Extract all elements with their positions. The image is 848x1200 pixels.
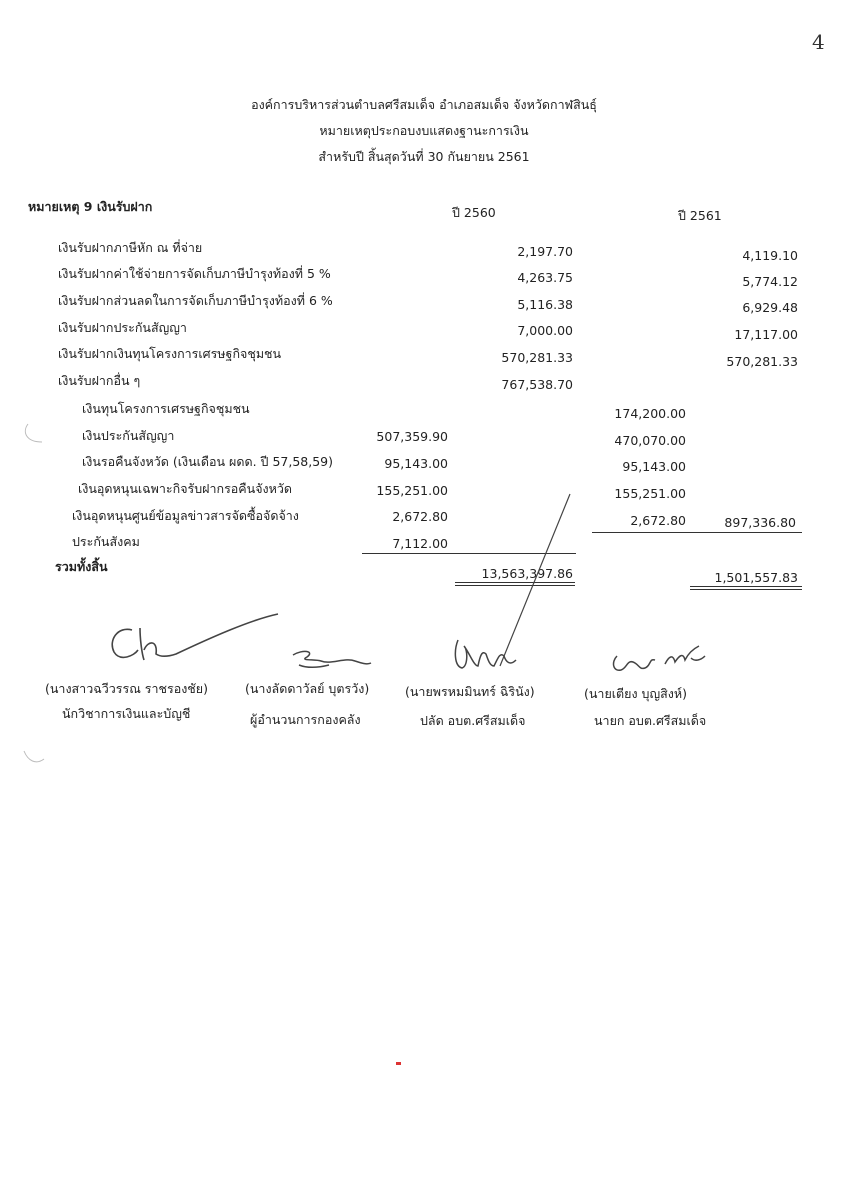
row-value-2560: 767,538.70	[501, 377, 573, 392]
red-mark	[396, 1062, 401, 1065]
row-value-2561: 6,929.48	[742, 300, 798, 315]
row-label: เงินรับฝากภาษีหัก ณ ที่จ่าย	[58, 240, 203, 255]
document-title: หมายเหตุประกอบงบแสดงฐานะการเงิน	[319, 123, 529, 138]
signature-2	[285, 645, 375, 675]
signatory-name: (นายพรหมมินทร์ ฉิรินัง)	[405, 684, 535, 699]
subrow-label: เงินอุดหนุนศูนย์ข้อมูลข่าวสารจัดซื้อจัดจ้าง	[72, 508, 299, 523]
row-value-2560: 4,263.75	[517, 270, 573, 285]
subrow-value-2560: 155,251.00	[376, 483, 448, 498]
total-double-rule-2561	[690, 586, 802, 590]
signature-1	[100, 610, 290, 670]
signature-4	[605, 638, 710, 678]
row-value-2561: 5,774.12	[742, 274, 798, 289]
punch-hole-mark	[20, 420, 50, 450]
subrow-label: เงินรอคืนจังหวัด (เงินเดือน ผดด. ปี 57,58,59)	[82, 454, 333, 469]
subrow-label: ประกันสังคม	[72, 534, 140, 549]
row-value-2560: 570,281.33	[501, 350, 573, 365]
row-label: เงินรับฝากส่วนลดในการจัดเก็บภาษีบำรุงท้องที่ 6 %	[58, 293, 333, 308]
subrow-value-2561: 155,251.00	[614, 486, 686, 501]
subrow-total-2561: 897,336.80	[724, 515, 796, 530]
row-value-2561: 4,119.10	[742, 248, 798, 263]
row-label: เงินรับฝากเงินทุนโครงการเศรษฐกิจชุมชน	[58, 346, 282, 361]
subrow-value-2560: 7,112.00	[392, 536, 448, 551]
signatory-position: นายก อบต.ศรีสมเด็จ	[594, 713, 707, 728]
row-label: เงินรับฝากอื่น ๆ	[58, 373, 141, 388]
note-heading: หมายเหตุ 9 เงินรับฝาก	[28, 199, 153, 214]
row-label: เงินรับฝากค่าใช้จ่ายการจัดเก็บภาษีบำรุงท้องที่ 5 %	[58, 266, 331, 281]
year-2560-header: ปี 2560	[452, 205, 496, 220]
row-value-2560: 2,197.70	[517, 244, 573, 259]
signatory-position: ปลัด อบต.ศรีสมเด็จ	[420, 713, 526, 728]
signatory-name: (นางสาวฉวีวรรณ ราชรองชัย)	[45, 681, 208, 696]
subrow-value-2561: 470,070.00	[614, 433, 686, 448]
row-value-2560: 5,116.38	[517, 297, 573, 312]
total-2561: 1,501,557.83	[714, 570, 798, 585]
subtotal-rule-2561	[592, 532, 802, 533]
signature-3	[440, 490, 590, 680]
row-value-2561: 17,117.00	[734, 327, 798, 342]
row-label: เงินรับฝากประกันสัญญา	[58, 320, 187, 335]
org-name: องค์การบริหารส่วนตำบลศรีสมเด็จ อำเภอสมเด็จ จังหวัดกาฬสินธุ์	[251, 97, 597, 112]
page-number: 4	[812, 30, 825, 54]
subrow-value-2560: 2,672.80	[392, 509, 448, 524]
subrow-label: เงินประกันสัญญา	[82, 428, 175, 443]
signatory-position: นักวิชาการเงินและบัญชี	[62, 706, 191, 721]
signatory-position: ผู้อำนวนการกองคลัง	[250, 712, 361, 727]
total-label: รวมทั้งสิ้น	[55, 559, 108, 574]
subrow-value-2561: 95,143.00	[622, 459, 686, 474]
subrow-value-2560: 95,143.00	[384, 456, 448, 471]
subrow-value-2561: 174,200.00	[614, 406, 686, 421]
punch-hole-mark	[20, 745, 50, 775]
signatory-name: (นายเตียง บุญสิงห์)	[584, 686, 687, 701]
subrow-label: เงินอุดหนุนเฉพาะกิจรับฝากรอคืนจังหวัด	[78, 481, 293, 496]
subrow-value-2560: 507,359.90	[376, 429, 448, 444]
period: สำหรับปี สิ้นสุดวันที่ 30 กันยายน 2561	[318, 149, 530, 164]
row-value-2561: 570,281.33	[726, 354, 798, 369]
year-2561-header: ปี 2561	[678, 208, 722, 223]
row-value-2560: 7,000.00	[517, 323, 573, 338]
signatory-name: (นางลัดดาวัลย์ บุตรวัง)	[245, 681, 370, 696]
subrow-value-2561: 2,672.80	[630, 513, 686, 528]
total-2560: 13,563,397.86	[481, 566, 573, 581]
subrow-label: เงินทุนโครงการเศรษฐกิจชุมชน	[82, 401, 250, 416]
